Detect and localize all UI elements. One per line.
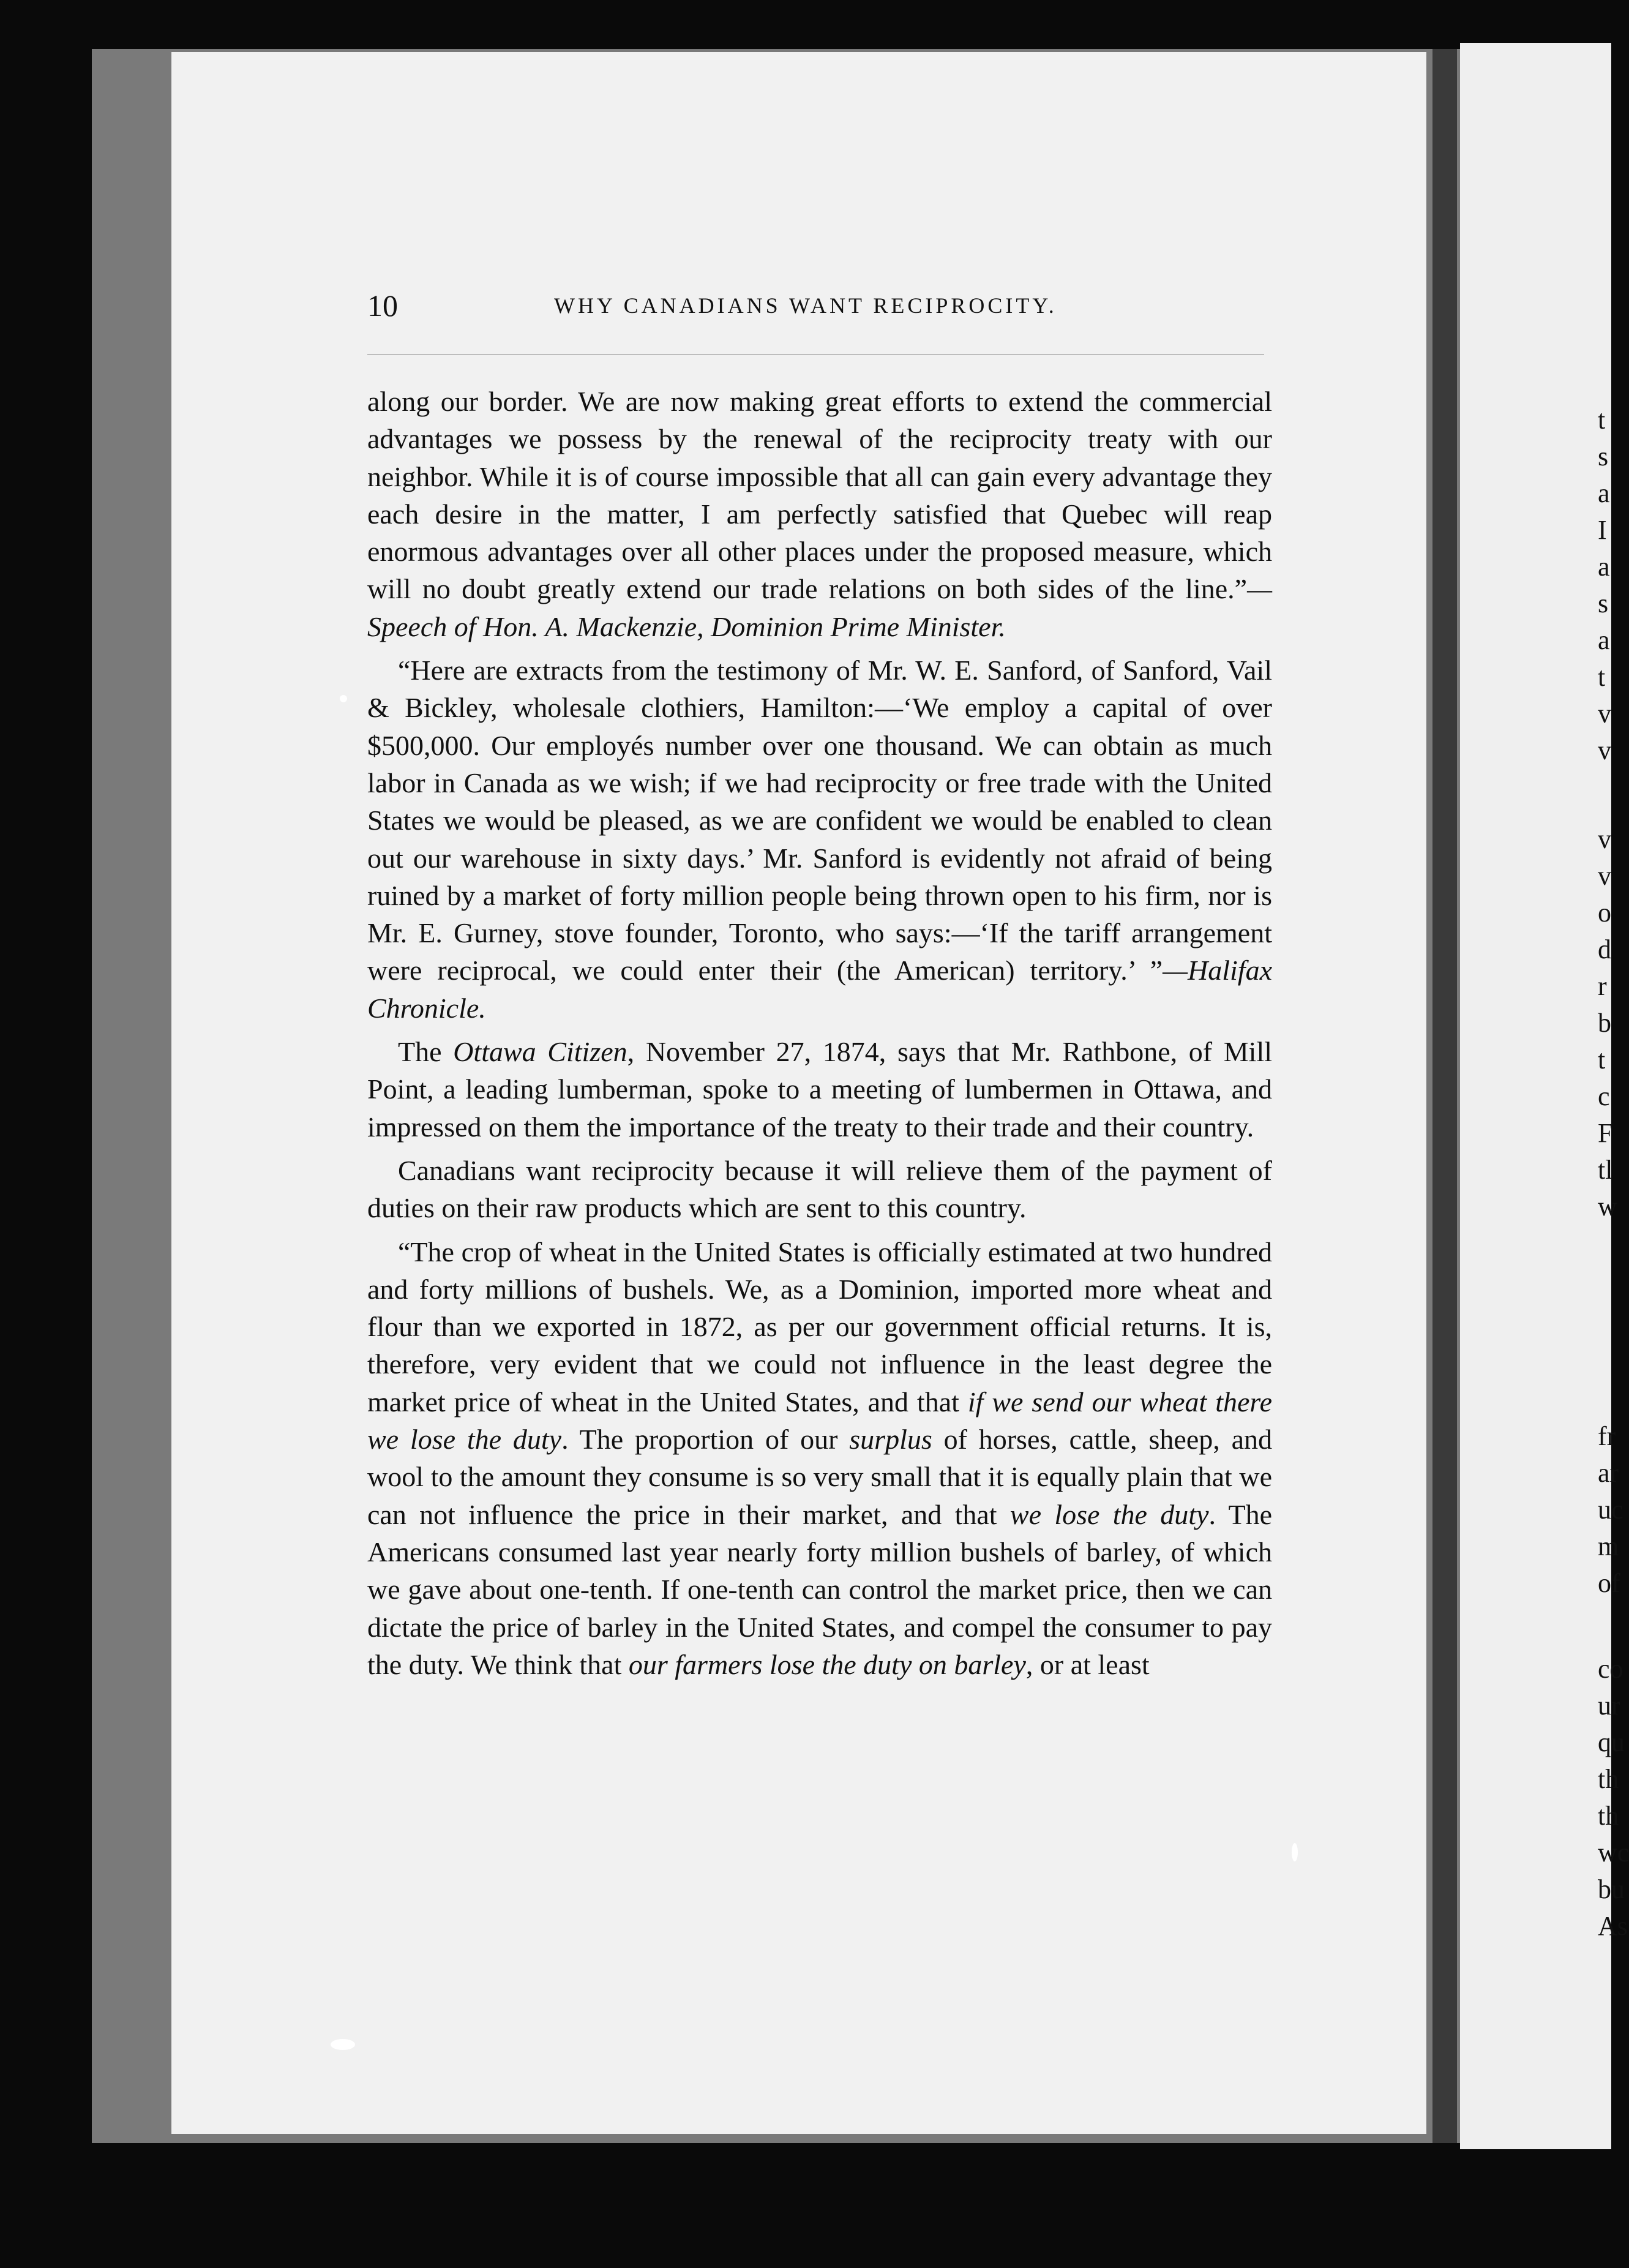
text-run: The (398, 1036, 454, 1068)
text-run: . The Americans consumed last year nearly forty million bushels of barley, of which we gave about one-tenth. If one-tenth can control the market price, then we can dictate the price of barley in the United States, and compel the consumer to pay the duty. We think that (367, 1498, 1273, 1680)
facing-page-fragment: th (1598, 1764, 1619, 1794)
body-text (367, 383, 1272, 1683)
facing-page-fragment: co (1598, 1654, 1623, 1684)
facing-page-fragment: v (1598, 824, 1611, 854)
facing-page-fragment: th (1598, 1801, 1619, 1831)
page-number: 10 (367, 288, 398, 323)
facing-page-fragment: I (1598, 515, 1607, 545)
facing-page-fragment: r (1598, 971, 1607, 1001)
facing-page-fragment: of (1598, 1568, 1620, 1598)
dust-speck (1292, 1843, 1298, 1861)
facing-page-fragment: c (1598, 1081, 1610, 1111)
facing-page-fragment: a (1598, 478, 1610, 508)
text-run: , or at least (1025, 1648, 1150, 1680)
facing-page-fragment: d (1598, 934, 1611, 964)
book-gutter (1432, 49, 1457, 2143)
header-rule (367, 354, 1264, 355)
paragraph (367, 1033, 1272, 1146)
facing-page-edge (1460, 43, 1629, 2149)
text-run: , November 27, 1874, says that Mr. Rathbone, of Mill Point, a leading lumberman, spoke to a meeting of lumbermen in Ottawa, and impressed on them the importance of the treaty to their trade and their country. (367, 1036, 1273, 1143)
facing-page-fragment: s (1598, 588, 1609, 618)
running-head: WHY CANADIANS WANT RECIPROCITY. (554, 293, 1057, 318)
text-run: . The proportion of our (561, 1424, 850, 1455)
paragraph (367, 1233, 1272, 1684)
facing-page-fragment: F (1598, 1118, 1613, 1148)
text-run: of horses, cattle, sheep, and wool to the amount they consume is so very small that it is equally plain that we can not influence the price in their market, and that (367, 1424, 1272, 1530)
italic-text: our farmers lose the duty on barley (628, 1648, 1026, 1680)
paragraph (367, 1152, 1272, 1227)
facing-page-fragment: t (1598, 1045, 1606, 1075)
facing-page-fragment: m (1598, 1531, 1619, 1561)
facing-page-fragment: v (1598, 735, 1611, 765)
facing-page-fragment: w (1598, 1192, 1617, 1222)
facing-page-fragment: tl (1598, 1155, 1613, 1185)
facing-page-fragment: bu (1598, 1874, 1625, 1904)
italic-text: Ottawa Citizen (453, 1036, 627, 1068)
facing-page-fragment: wc (1598, 1838, 1629, 1868)
text-run: “The crop of wheat in the United States is officially estimated at two hundred and forty millions of bushels. We, as a Dominion, imported more wheat and flour than we exported in 1872, as per our government official returns. It is, therefore, very evident that we could not influence in the least degree the market price of wheat in the United States, and that (367, 1236, 1272, 1418)
facing-page-fragment: s (1598, 441, 1609, 471)
text-run: Canadians want reciprocity because it will relieve them of the payment of duties on their raw products which are sent to this country. (367, 1154, 1272, 1224)
facing-page-fragment: b (1598, 1008, 1611, 1038)
facing-page-fragment: v (1598, 699, 1611, 729)
facing-page-fragment: ar (1598, 1458, 1619, 1488)
paragraph (367, 383, 1272, 645)
text-run: along our border. We are now making great efforts to extend the commercial advantages we possess by the renewal of the reciprocity treaty with our neighbor. While it is of course impossible that all can gain every advantage they each desire in the matter, I am perfectly satisfied that Quebec will reap enormous advantages over all other places under the proposed measure, which will no doubt greatly extend our trade relations on both sides of the line.” (367, 386, 1272, 605)
dust-speck (340, 695, 347, 702)
italic-text: —Speech of Hon. A. Mackenzie, Dominion Prime Minister. (367, 573, 1272, 642)
facing-page-fragment: qu (1598, 1727, 1625, 1757)
paragraph (367, 651, 1272, 1027)
page-header (367, 288, 1273, 325)
italic-text: we lose the duty (1009, 1498, 1209, 1530)
facing-page-fragment: o (1598, 898, 1611, 928)
facing-page-fragment: t (1598, 405, 1606, 435)
italic-text: if we send our wheat there we lose the duty (367, 1386, 1272, 1455)
facing-page-fragment: As (1598, 1911, 1628, 1941)
text-run: “Here are extracts from the testimony of Mr. W. E. Sanford, of Sanford, Vail & Bickley, wholesale clothiers, Hamilton:—‘We employ a capital of over $500,000. Our employés number over one thousand. We can obtain as much labor in Canada as we wish; if we had reciprocity or free trade with the United States we would be pleased, as we are confident we would be enabled to clean out our warehouse in sixty days.’ Mr. Sanford is evidently not afraid of being ruined by a market of forty million people being thrown open to his firm, nor is Mr. E. Gurney, stove founder, Toronto, who says:—‘If the tariff arrangement were reciprocal, we could enter their (the American) territory.’ ” (367, 655, 1272, 986)
facing-page-fragment: uc (1598, 1495, 1623, 1525)
facing-page-fragment: t (1598, 662, 1606, 692)
facing-page-fragment: a (1598, 552, 1610, 582)
facing-page-fragment: a (1598, 625, 1610, 655)
dust-speck (331, 2039, 355, 2050)
facing-page-fragment: fr (1598, 1421, 1616, 1451)
facing-page-fragment: v (1598, 861, 1611, 891)
facing-page-fragment: ur (1598, 1691, 1620, 1721)
italic-text: —Halifax Chronicle. (367, 955, 1272, 1024)
italic-text: surplus (849, 1424, 932, 1455)
